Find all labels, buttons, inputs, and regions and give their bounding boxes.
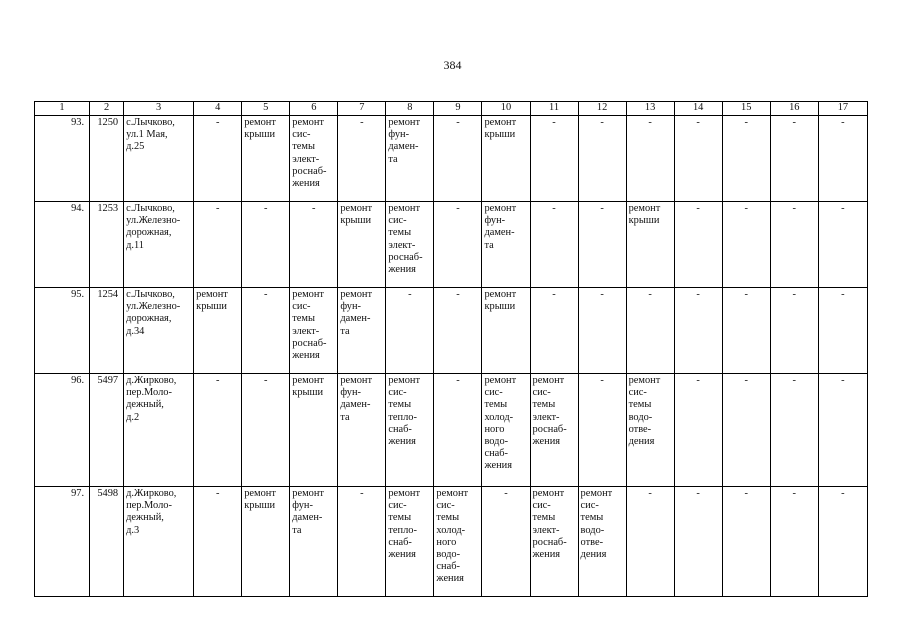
empty-work-cell: - [434, 374, 482, 487]
empty-work-cell: - [770, 487, 818, 597]
column-header-5: 5 [242, 102, 290, 116]
empty-work-cell: - [194, 487, 242, 597]
column-header-17: 17 [818, 102, 867, 116]
empty-work-cell: - [818, 116, 867, 202]
column-header-3: 3 [124, 102, 194, 116]
work-cell: ремонт крыши [482, 116, 530, 202]
empty-work-cell: - [242, 374, 290, 487]
column-header-12: 12 [578, 102, 626, 116]
address-cell: д.Жирково, пер.Моло- дежный, д.2 [124, 374, 194, 487]
empty-work-cell: - [722, 116, 770, 202]
empty-work-cell: - [578, 374, 626, 487]
building-id: 5498 [90, 487, 124, 597]
empty-work-cell: - [722, 202, 770, 288]
empty-work-cell: - [770, 116, 818, 202]
address-cell: д.Жирково, пер.Моло- дежный, д.3 [124, 487, 194, 597]
empty-work-cell: - [434, 116, 482, 202]
empty-work-cell: - [626, 116, 674, 202]
empty-work-cell: - [434, 202, 482, 288]
work-cell: ремонт фун- дамен- та [482, 202, 530, 288]
work-cell: ремонт крыши [626, 202, 674, 288]
column-header-6: 6 [290, 102, 338, 116]
empty-work-cell: - [818, 288, 867, 374]
empty-work-cell: - [818, 487, 867, 597]
empty-work-cell: - [530, 116, 578, 202]
work-cell: ремонт сис- темы холод- ного водо- снаб- жения [482, 374, 530, 487]
column-header-2: 2 [90, 102, 124, 116]
empty-work-cell: - [578, 116, 626, 202]
work-cell: ремонт крыши [290, 374, 338, 487]
work-cell: ремонт сис- темы элект- роснаб- жения [290, 116, 338, 202]
empty-work-cell: - [770, 374, 818, 487]
empty-work-cell: - [722, 487, 770, 597]
column-header-8: 8 [386, 102, 434, 116]
column-header-11: 11 [530, 102, 578, 116]
address-cell: с.Лычково, ул.Железно- дорожная, д.34 [124, 288, 194, 374]
header-row [35, 102, 868, 116]
building-id: 1254 [90, 288, 124, 374]
work-cell: ремонт фун- дамен- та [386, 116, 434, 202]
work-cell: ремонт фун- дамен- та [338, 374, 386, 487]
building-id: 1250 [90, 116, 124, 202]
column-header-15: 15 [722, 102, 770, 116]
empty-work-cell: - [530, 202, 578, 288]
row-number: 96. [35, 374, 90, 487]
work-cell: ремонт сис- темы элект- роснаб- жения [290, 288, 338, 374]
work-cell: ремонт крыши [194, 288, 242, 374]
column-header-9: 9 [434, 102, 482, 116]
empty-work-cell: - [818, 202, 867, 288]
empty-work-cell: - [674, 288, 722, 374]
row-number: 94. [35, 202, 90, 288]
empty-work-cell: - [194, 374, 242, 487]
work-cell: ремонт сис- темы холод- ного водо- снаб- жения [434, 487, 482, 597]
empty-work-cell: - [338, 487, 386, 597]
empty-work-cell: - [722, 374, 770, 487]
page-number: 384 [443, 58, 462, 72]
work-cell: ремонт сис- темы тепло- снаб- жения [386, 374, 434, 487]
empty-work-cell: - [722, 288, 770, 374]
empty-work-cell: - [194, 202, 242, 288]
table-row [35, 288, 868, 374]
column-header-13: 13 [626, 102, 674, 116]
work-cell: ремонт крыши [338, 202, 386, 288]
empty-work-cell: - [482, 487, 530, 597]
empty-work-cell: - [194, 116, 242, 202]
work-cell: ремонт сис- темы элект- роснаб- жения [386, 202, 434, 288]
empty-work-cell: - [290, 202, 338, 288]
address-cell: с.Лычково, ул.1 Мая, д.25 [124, 116, 194, 202]
empty-work-cell: - [770, 202, 818, 288]
row-number: 93. [35, 116, 90, 202]
table-row [35, 116, 868, 202]
work-cell: ремонт сис- темы тепло- снаб- жения [386, 487, 434, 597]
work-cell: ремонт сис- темы элект- роснаб- жения [530, 487, 578, 597]
empty-work-cell: - [770, 288, 818, 374]
address-cell: с.Лычково, ул.Железно- дорожная, д.11 [124, 202, 194, 288]
work-cell: ремонт фун- дамен- та [290, 487, 338, 597]
empty-work-cell: - [674, 202, 722, 288]
row-number: 95. [35, 288, 90, 374]
empty-work-cell: - [338, 116, 386, 202]
empty-work-cell: - [386, 288, 434, 374]
work-cell: ремонт сис- темы водо- отве- дения [578, 487, 626, 597]
works-table [34, 101, 868, 597]
column-header-7: 7 [338, 102, 386, 116]
empty-work-cell: - [674, 487, 722, 597]
empty-work-cell: - [674, 116, 722, 202]
column-header-14: 14 [674, 102, 722, 116]
row-number: 97. [35, 487, 90, 597]
building-id: 1253 [90, 202, 124, 288]
empty-work-cell: - [818, 374, 867, 487]
empty-work-cell: - [578, 288, 626, 374]
work-cell: ремонт фун- дамен- та [338, 288, 386, 374]
empty-work-cell: - [242, 288, 290, 374]
work-cell: ремонт крыши [482, 288, 530, 374]
column-header-4: 4 [194, 102, 242, 116]
column-header-1: 1 [35, 102, 90, 116]
work-cell: ремонт крыши [242, 487, 290, 597]
empty-work-cell: - [578, 202, 626, 288]
table-row [35, 487, 868, 597]
column-header-16: 16 [770, 102, 818, 116]
empty-work-cell: - [626, 487, 674, 597]
empty-work-cell: - [626, 288, 674, 374]
work-cell: ремонт сис- темы элект- роснаб- жения [530, 374, 578, 487]
empty-work-cell: - [674, 374, 722, 487]
column-header-10: 10 [482, 102, 530, 116]
work-cell: ремонт сис- темы водо- отве- дения [626, 374, 674, 487]
table-row [35, 202, 868, 288]
building-id: 5497 [90, 374, 124, 487]
empty-work-cell: - [434, 288, 482, 374]
empty-work-cell: - [242, 202, 290, 288]
table-row [35, 374, 868, 487]
empty-work-cell: - [530, 288, 578, 374]
work-cell: ремонт крыши [242, 116, 290, 202]
